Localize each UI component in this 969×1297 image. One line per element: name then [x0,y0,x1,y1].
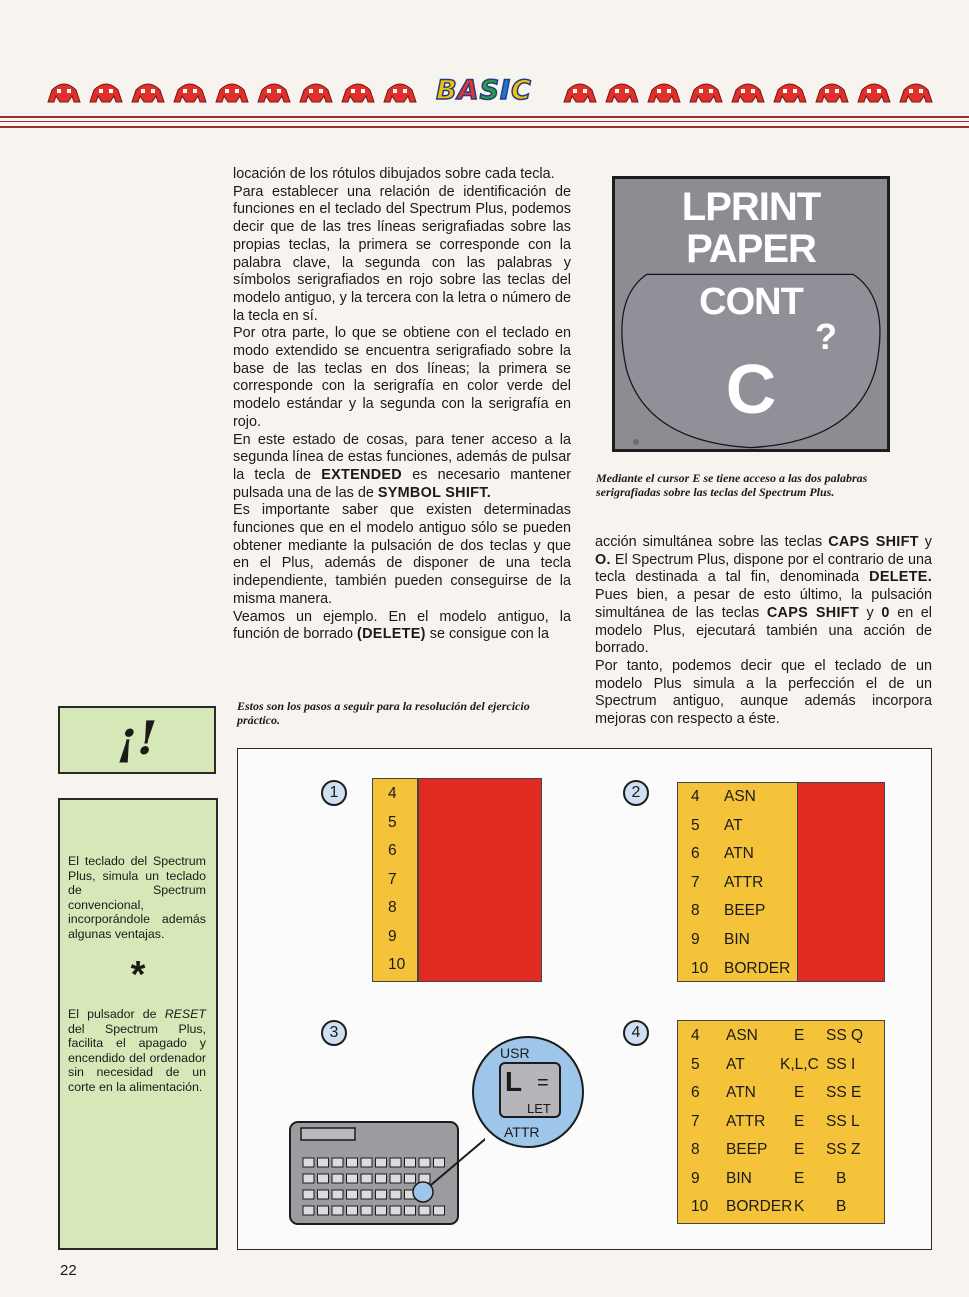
paragraph: Por tanto, podemos decir que el teclado de un modelo Plus simula a la perfección el de un Spectrum antiguo, aunque además incorpora mejoras con respecto a éste. [595,657,932,728]
sidebar-note-2: El pulsador de RESET del Spectrum Plus, facilita el apagado y encendido del ordenador sin necesidad de un corte en la alimentación. [68,1007,206,1094]
header-rule-bottom [0,126,969,128]
key-label-attr: ATTR [504,1124,540,1140]
keyboard-key [361,1174,372,1183]
step4-mode: E [794,1027,805,1044]
step4-keys: B [836,1198,847,1215]
asterisk-icon: * [130,954,146,996]
keyboard-key [376,1158,387,1167]
keyboard-key [361,1206,372,1215]
sidebar-note-1: El teclado del Spectrum Plus, simula un teclado de Spectrum convencional, incorporándole además algunas ventajas. [68,854,206,941]
step4-keys: SS Z [826,1141,861,1158]
step4-mode: E [794,1169,805,1187]
step1-line-number: 6 [388,842,397,859]
keycap-letter: C [725,350,777,428]
computer-illustration [285,1030,485,1230]
keyboard-key [303,1158,314,1167]
step4-keyword: AT [726,1055,745,1073]
right-text-column [595,534,932,729]
keyboard-key [434,1206,445,1215]
step1-red-panel [418,778,542,982]
keyboard-key [318,1190,329,1199]
invader-icon [896,80,936,104]
keyboard-key [419,1158,430,1167]
main-text-column [233,166,571,644]
step4-keyword: ASN [726,1027,758,1044]
keyboard-key [303,1174,314,1183]
step1-line-number: 10 [388,956,406,973]
keyboard-key [434,1158,445,1167]
keyboard-key [390,1190,401,1199]
keyboard-key [390,1158,401,1167]
paragraph: Es importante saber que existen determinadas funciones que en el modelo antiguo sólo se pueden obtener mediante la pulsación de dos teclas y que en el Plus, además de disponer de una tecla independiente, también pueden conseguirse de la misma manera. [233,502,571,607]
invader-icon [254,80,294,104]
keycap-paper: PAPER [686,227,816,271]
keyboard-key [332,1174,343,1183]
step2-red-panel [797,782,885,982]
step4-keys: SS E [826,1084,862,1101]
step2-line-number: 4 [691,788,700,805]
keyboard-key [347,1158,358,1167]
keyboard-key [361,1158,372,1167]
keyboard-key [332,1206,343,1215]
step4-keyword: ATTR [726,1112,766,1130]
step2-line-number: 7 [691,873,700,891]
step-number-1: 1 [321,780,347,806]
step2-keyword: ASN [724,788,756,805]
step4-keyword: BIN [726,1169,752,1187]
step4-mode: E [794,1112,805,1130]
step4-mode: K,L,C [780,1055,819,1073]
step4-line-number: 4 [691,1027,700,1044]
step4-keys: B [836,1169,847,1187]
step1-line-number: 5 [388,813,397,831]
keyboard-key [405,1174,416,1183]
keyboard-key [318,1158,329,1167]
invader-icon [644,80,684,104]
keyboard-key [332,1190,343,1199]
step2-line-number: 10 [691,959,709,977]
paragraph: Veamos un ejemplo. En el modelo antiguo, la función de borrado (DELETE) se consigue con la [233,608,571,643]
step2-keyword: ATTR [724,873,764,891]
keycap-illustration [612,176,890,452]
basic-logo: BASIC [436,75,532,106]
step4-mode: E [794,1141,805,1158]
keyboard-key [376,1190,387,1199]
key-symbol-eq: = [537,1072,549,1094]
step2-line-number: 8 [691,902,700,920]
step2-line-number: 9 [691,931,700,948]
invader-icon [686,80,726,104]
keycap-cont: CONT [699,281,803,323]
keyboard-key [303,1190,314,1199]
invader-icon [854,80,894,104]
figure-caption: Estos son los pasos a seguir para la resolución del ejercicio práctico. [237,699,530,727]
invader-icon [296,80,336,104]
invader-icon [380,80,420,104]
step4-line-number: 9 [691,1169,700,1187]
keyboard-key [347,1174,358,1183]
invader-icon [338,80,378,104]
invader-icon [170,80,210,104]
paragraph: acción simultánea sobre las teclas CAPS SHIFT y O. El Spectrum Plus, dispone por el contrario de una tecla destinada a tal fin, denominada DELETE. Pues bien, a pesar de esto último, la pulsación simultánea de las teclas CAPS SHIFT y 0 en el modelo Plus, ejecutará también una acción de borrado. [595,534,932,657]
paragraph: locación de los rótulos dibujados sobre cada tecla. [233,166,555,182]
keyboard-key [376,1206,387,1215]
keyboard-key [376,1174,387,1183]
keyboard-key [405,1206,416,1215]
step4-line-number: 8 [691,1141,700,1158]
step4-keys: SS Q [826,1027,864,1044]
step1-line-number: 8 [388,899,397,916]
keyboard-key [390,1206,401,1215]
step-number-4: 4 [623,1020,649,1046]
key-letter-l: L [505,1066,523,1097]
step4-keyword: ATN [726,1084,756,1101]
invader-icon [602,80,642,104]
keyboard-key [347,1190,358,1199]
step1-line-number: 7 [388,870,397,888]
step2-line-number: 6 [691,845,700,863]
keyboard-key [332,1158,343,1167]
step-number-3: 3 [321,1020,347,1046]
keyboard-key [390,1174,401,1183]
keyboard-key [419,1206,430,1215]
step4-keys: SS L [826,1112,860,1130]
step4-mode: K [794,1198,805,1215]
step4-keyword: BORDER [726,1198,793,1215]
step4-line-number: 7 [691,1112,700,1130]
keyboard-key [405,1158,416,1167]
step4-line-number: 10 [691,1198,709,1215]
keyboard-key [303,1206,314,1215]
step1-line-number: 4 [388,785,397,802]
step2-keyword: BIN [724,931,750,948]
keyboard-key [318,1206,329,1215]
paragraph: Por otra parte, lo que se obtiene con el teclado en modo extendido se encuentra serigrafiado sobre la base de las teclas en dos líneas; la primera se corresponde con la serigrafía en color verde del modelo estándar y la segunda con la serigrafía en rojo. [233,325,571,430]
step4-keyword: BEEP [726,1141,768,1158]
step2-line-number: 5 [691,816,700,834]
invader-icon [728,80,768,104]
keyboard-key [347,1206,358,1215]
step2-keyword: BORDER [724,959,791,977]
keycap-lprint: LPRINT [681,185,821,229]
step1-line-number: 9 [388,927,397,945]
keycap-caption: Mediante el cursor E se tiene acceso a las dos palabras serigrafiadas sobre las teclas del Spectrum Plus. [596,471,868,499]
key-label-let: LET [527,1101,551,1116]
invader-icon [770,80,810,104]
invader-icon [86,80,126,104]
header-rule-thin [0,121,969,122]
step2-keyword: AT [724,816,743,834]
paragraph: En este estado de cosas, para tener acceso a la segunda línea de estas funciones, además de pulsar la tecla de EXTENDED es necesario mantener pulsada una de las de SYMBOL SHIFT. [233,431,571,501]
step4-mode: E [794,1084,805,1101]
step4-keys: SS I [826,1055,856,1073]
step2-keyword: BEEP [724,902,766,920]
invader-icon [44,80,84,104]
exclamation-box: ¡! [58,706,216,774]
invader-icon [128,80,168,104]
step4-line-number: 5 [691,1055,700,1073]
step-number-2: 2 [623,780,649,806]
key-label-usr: USR [500,1045,530,1061]
keycap-dot [633,439,639,445]
step4-line-number: 6 [691,1084,700,1101]
header-rule [0,116,969,118]
page-number: 22 [60,1262,77,1279]
step2-keyword: ATN [724,845,754,863]
keycap-question: ? [815,316,837,357]
paragraph: Para establecer una relación de identificación de funciones en el teclado del Spectrum Plus, podemos decir que de las tres líneas serigrafiadas sobre las propias teclas, la primera se corresponde con la palabra clave, la segunda con las palabras y símbolos serigrafiados en rojo sobre las teclas del modelo antiguo, y la tercera con la letra o número de la tecla en sí. [233,183,571,324]
keyboard-key [361,1190,372,1199]
invader-icon [212,80,252,104]
invader-icon [560,80,600,104]
keyboard-key [318,1174,329,1183]
invader-icon [812,80,852,104]
